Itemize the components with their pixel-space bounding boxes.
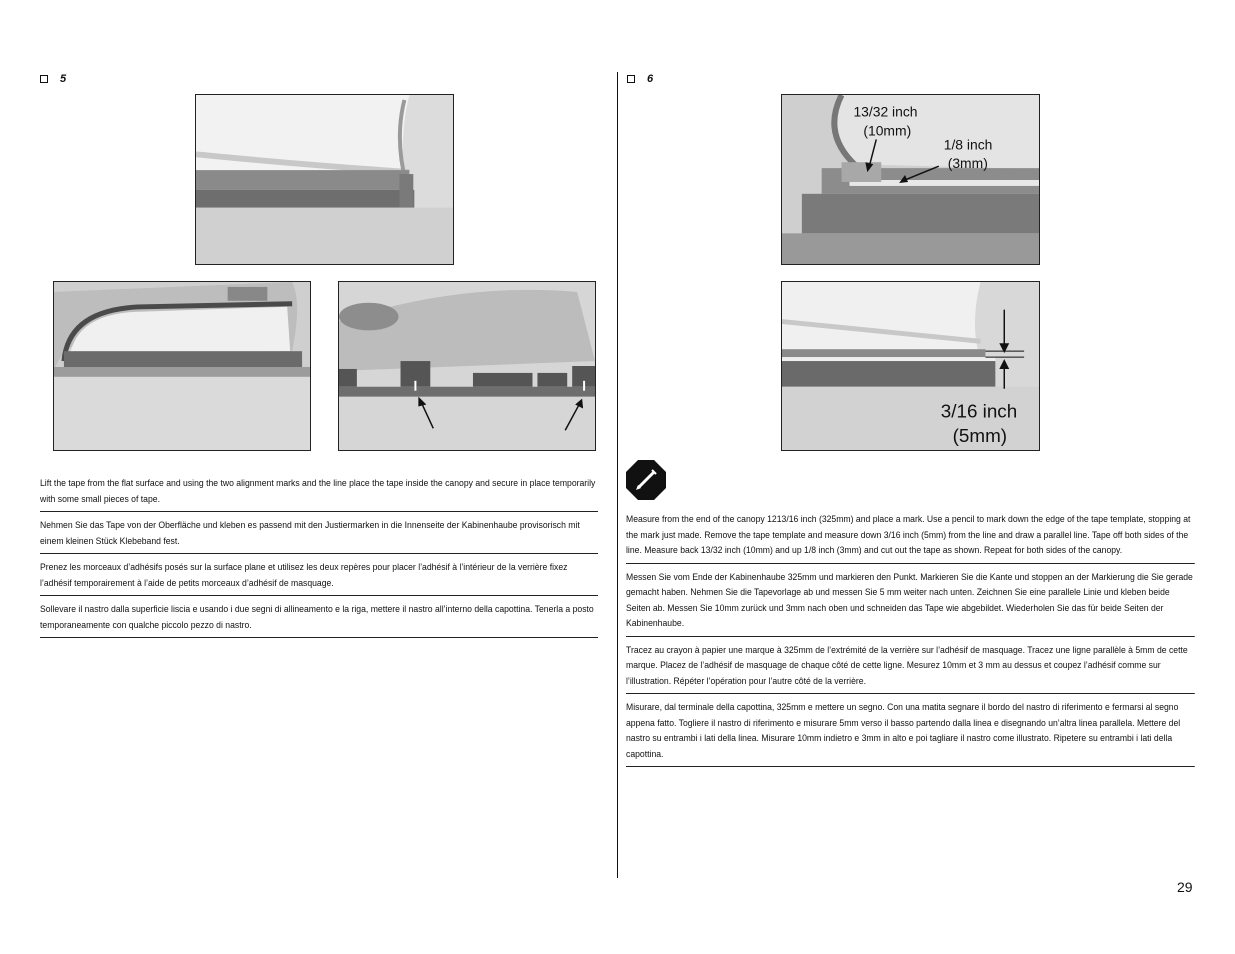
instruction-en: Lift the tape from the flat surface and using the two alignment marks and the line place the tape inside the canopy and secure in place temporarily with some small pieces of tape.: [40, 476, 598, 512]
left-instructions: [40, 476, 598, 638]
instruction-de: Messen Sie vom Ende der Kabinenhaube 325mm und markieren den Punkt. Markieren Sie die Kante und stoppen an der Markierung die Sie gerade gemacht haben. Nehmen Sie die Tapevorlage ab und messen Sie 5 mm weiter nach unten. Zeichnen Sie eine parallele Linie und kleben beide Seiten ab. Messen Sie 10mm zurück und 3mm nach oben und schneiden das Tape wie abgebildet. Wiederholen Sie das für beide Seiten der Kabinenhaube.: [626, 570, 1195, 637]
annotation-13-32-inch: 13/32 inch: [853, 103, 918, 120]
step-number: 6: [647, 73, 654, 85]
annotation-1-8-inch: 1/8 inch: [943, 136, 993, 153]
instruction-en: Measure from the end of the canopy 1213/16 inch (325mm) and place a mark. Use a pencil to mark down the edge of the tape template, stopping at the mark just made. Remove the tape template and measure down 3/16 inch (5mm) from the line and draw a parallel line. Tape off both sides of the line. Measure back 13/32 inch (10mm) and up 1/8 inch (3mm) and cut out the tape as shown. Repeat for both sides of the canopy.: [626, 512, 1195, 564]
checkbox-icon[interactable]: [627, 75, 635, 83]
column-divider: [617, 72, 618, 878]
instruction-fr: Prenez les morceaux d’adhésifs posés sur la surface plane et utilisez les deux repères pour placer l’adhésif à l’intérieur de la verrière fixez l’adhésif temporairement à l’aide de petits morceaux d’adhésif de masquage.: [40, 560, 598, 596]
pencil-note-icon: [626, 460, 666, 500]
photo-step6-parallel-line: [781, 281, 1040, 451]
photo-step6-measure-cutout: [781, 94, 1040, 265]
annotation-3mm: (3mm): [947, 155, 988, 172]
checkbox-icon[interactable]: [40, 75, 48, 83]
step-6-header: [627, 73, 653, 85]
photo-step5-canopy-side: [53, 281, 311, 451]
annotation-5mm: (5mm): [952, 425, 1008, 447]
photo-step5-alignment-marks: [338, 281, 596, 451]
instruction-it: Sollevare il nastro dalla superficie liscia e usando i due segni di allineamento e la riga, mettere il nastro all’interno della capottina. Tenerla a posto temporaneamente con qualche piccolo pezzo di nastro.: [40, 602, 598, 638]
page-number: 29: [1177, 879, 1193, 895]
annotation-3-16-inch: 3/16 inch: [940, 400, 1018, 422]
instruction-de: Nehmen Sie das Tape von der Oberfläche und kleben es passend mit den Justiermarken in die Innenseite der Kabinenhaube provisorisch mit einem kleinen Stück Klebeband fest.: [40, 518, 598, 554]
step-number: 5: [60, 73, 67, 85]
annotation-10mm: (10mm): [863, 122, 912, 139]
instruction-it: Misurare, dal terminale della capottina, 325mm e mettere un segno. Con una matita segnare il bordo del nastro di riferimento e fermarsi al segno appena fatto. Togliere il nastro di riferimento e misurare 5mm verso il basso partendo dalla linea e disegnando un’altra linea parallela. Mettere del nastro su entrambi i lati della linea. Misurare 10mm indietro e 3mm in alto e poi tagliare il nastro come illustrato. Ripetere su entrambi i lati della capottina.: [626, 700, 1195, 767]
instruction-fr: Tracez au crayon à papier une marque à 325mm de l’extrémité de la verrière sur l’adhésif de masquage. Tracez une ligne parallèle à 5mm de cette marque. Placez de l’adhésif de masquage de chaque côté de cette ligne. Mesurez 10mm et 3 mm au dessus et coupez l’adhésif comme sur l’illustration. Répéter l’opération pour l’autre côté de la verrière.: [626, 643, 1195, 695]
photo-step5-canopy-edge: [195, 94, 454, 265]
step-5-header: [40, 73, 66, 85]
right-instructions: [626, 512, 1195, 767]
